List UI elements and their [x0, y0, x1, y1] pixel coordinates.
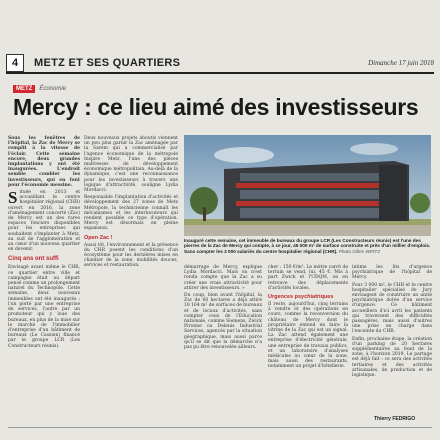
photo-credit: Photo Gilles WIRTZ: [338, 248, 381, 254]
page-header: [6, 54, 434, 74]
section-title: METZ ET SES QUARTIERS: [34, 57, 181, 69]
subheading: Open Zac !: [84, 234, 113, 241]
subheading: Cinq ans ont suffi: [8, 256, 59, 263]
paragraph: Il reste, aujourd'hui, cinq terrains à vendre et des opérations en cours, comme la reconversion du château de Mercy dont le propriétaire entend en faire la vitrine de la Zac qui est un signal. La Zac attend également une entreprise d'électricité générale, une entreprise de travaux publics, et un laboratoire d'analyses médicales au cœur de la zone, mais aussi des restaurants, notamment un projet d'hôtellerie.: [268, 302, 348, 370]
paragraph: Deux nouveaux projets aboutis viennent un peu plus garnir la Zac aménagée par la Sarem qui a commercialisé par l'agence économique de la métropole Inspire Metz, l'une des pièces maîtresses de développement économique métropolitain. Au-delà de la dynamique, c'est une reconnaissance pour les investisseurs à travers une logique d'attractivité, souligne Lydia Mordacci.: [84, 136, 178, 194]
paragraph: [8, 190, 80, 252]
article-photo: [184, 135, 431, 236]
caption-text: Inauguré cette semaine, cet immeuble de bureaux du groupe LCR (Les Constructeurs réunis) est l'une des pierres de la Zac de Mercy qui compte, à ce jour, 45 000 m² de surface construite et près d'un millier d'emplois. Sans compter les 3 000 salariés du centre hospitalier régional (CHR).: [184, 238, 431, 254]
paragraph-text: ituée en 2013 et accueillant le centre hospitalier régional (CHR) ouvert en 2016, la zone d'aménagement concerté (Zac) de Mercy est un des rares espaces fonciers disponibles pour les entreprises qui souhaitent s'implanter à Metz, au sud de l'agglomération et au cœur d'un nouveau quartier en devenir.: [8, 190, 80, 253]
issue-date: Dimanche 17 juin 2018: [368, 59, 434, 67]
paragraph: intime les lits d'urgence psychiatrique de l'hôpital de Mercy.: [352, 265, 432, 281]
building-photo: [184, 135, 431, 236]
column-2: [84, 136, 178, 269]
paragraph: Aussi tôt, l'environnement et la présence du CHR posent les conditions d'un écosystème pour les dernières mises en chantier de la zone, mobilités douces, services et restauration.: [84, 242, 178, 269]
photo-caption: [184, 238, 431, 254]
paragraph: Envisagé avant même le CHR, ce quartier entre ville et campagne était au départ pensé comme un prolongement naturel du Technopôle. Cette semaine, deux nouveaux immeubles ont été inaugurés : l'un porté par une entreprise de services, l'autre par un promoteur qui y loue des bureaux, en plus de la mise sur le marché de l'immobilier d'entreprise d'un bâtiment de bureaux (Le Cassien) financé par le groupe LCR (Les Constructeurs réunis).: [8, 265, 80, 349]
article-lead: Sous les fenêtres de l'hôpital, la Zac de Mercy se remplit à la vitesse de l'éclair. Cette semaine encore, deux grandes implantations y ont été inaugurées. L'endroit semble combler les investisseurs, qui en font pour l'économie messine.: [8, 136, 80, 188]
article-headline: Mercy : ce lieu aimé des investisseurs: [13, 94, 419, 120]
paragraph: cher : 150 €/m². Le mètre carré de terrain se vend, lui, 45 €. Mis à part Zwick et l'UDQM, on en retrouve des déplacements d'activités locales.: [268, 265, 348, 291]
bottom-rule: [8, 427, 432, 428]
column-4: [268, 265, 348, 421]
paragraph: démarrage de Mercy, explique Lydia Mordacci. Mais on n'est rendu compte que la Zac a su créer une vraie attractivité pour attirer des investisseurs. »: [184, 265, 262, 291]
column-5: [352, 265, 432, 411]
rubric-label: Économie: [39, 86, 67, 92]
city-tag: METZ: [13, 85, 35, 93]
drop-cap: S: [8, 188, 18, 208]
paragraph: Pour 3 000 m², le CHR et le centre hospitalier spécialisé de Jury envisagent de construire un unité psychiatrique dotée d'un service d'urgence. Ce bâtiment accueillera d'ici avril les patients qui traversent des difficultés passagères, mais aussi d'autres une prise en charge dans l'enceinte du CHR.: [352, 282, 432, 335]
page-number: 4: [6, 54, 24, 72]
paragraph: Enfin, prochaine étape, la création d'un parking de 20 hectares supplémentaires au fond de la zone, à l'horizon 2019. Le partage est déjà fait : ce sera des activités tertiaires et des activités artisanales, de production et de logistique.: [352, 336, 432, 379]
paragraph: Responsable l'implantation d'activités et développement des 27 zones de Metz Métropole, la technicienne connaît les mécanismes et les interlocuteurs qui rendent possible ce type d'opération. Mercy est désormais en pleine expansion.: [84, 195, 178, 232]
kicker: [13, 85, 66, 93]
column-1: [8, 136, 80, 422]
subheading: Urgences psychiatriques: [268, 294, 334, 301]
author-signature: Thierry FEDRIGO: [374, 416, 416, 422]
column-3: [184, 265, 262, 421]
paragraph: Du coup, bien avant l'hôpital, la Zac de 60 hectares a déjà attiré 18 164 m² de surfaces de bureaux et de locaux d'activités, sans compter ceux de l'Éducation nationale, comme Siemens, Zwick Pironne ou Delenis Industrial Services, agencés par la situation géographique, mais aussi parce qu'il se dit que la démarche n'a pas pu être renouvelée ailleurs.: [184, 293, 262, 351]
